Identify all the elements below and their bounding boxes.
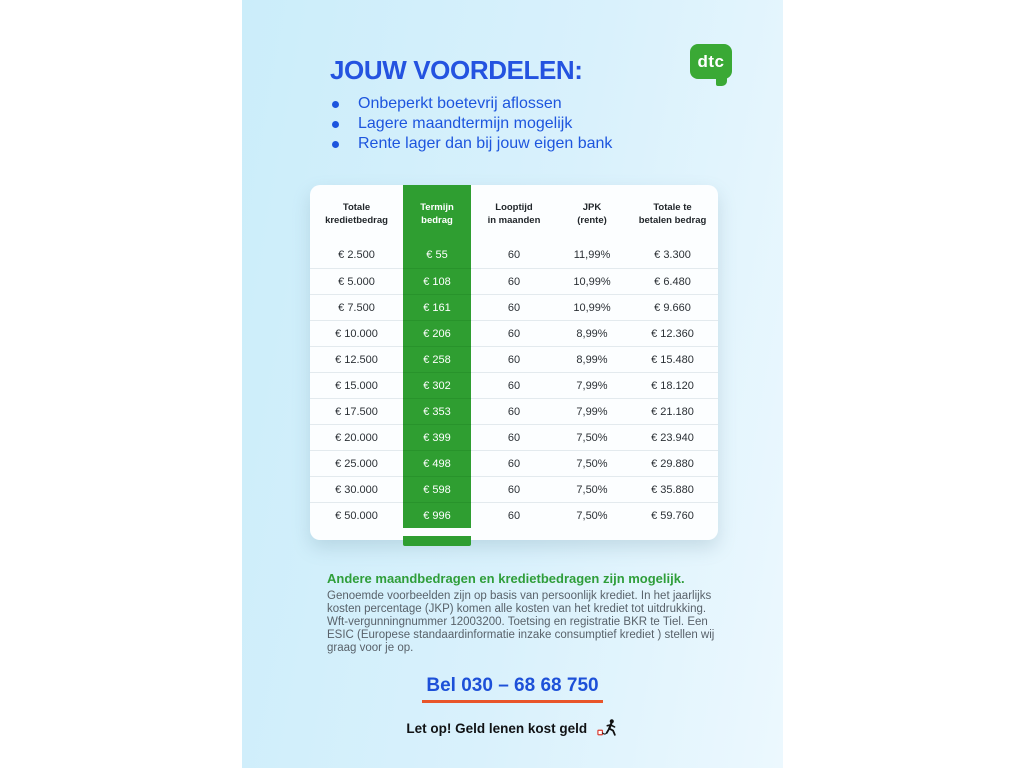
benefit-label: Rente lager dan bij jouw eigen bank [358,135,613,152]
dtc-logo [690,44,732,79]
bullet-dot-icon [332,121,339,128]
table-cell: 60 [507,249,521,261]
table-body [310,242,718,528]
phone-link[interactable]: Bel 030 – 68 68 750 [422,675,602,703]
dtc-logo-text: dtc [697,51,725,71]
table-cell: 60 [471,476,557,502]
table-cell: € 35.880 [627,476,718,502]
table-cell: € 12.360 [627,320,718,346]
table-cell: € 9.660 [627,294,718,320]
benefit-label: Lagere maandtermijn mogelijk [358,115,573,132]
bullet-dot-icon [332,141,339,148]
warning-text: Let op! Geld lenen kost geld [406,720,588,736]
table-cell: 7,50% [557,424,627,450]
table-row [310,294,718,320]
header-totale-kredietbedrag: Totale kredietbedrag [325,201,388,226]
cell-termijn-bedrag: € 353 [403,398,471,424]
table-cell: € 30.000 [310,476,403,502]
table-cell: 8,99% [557,346,627,372]
table-row [310,268,718,294]
table-row [310,450,718,476]
table-cell: € 17.500 [310,398,403,424]
content-column [242,0,783,768]
cell-termijn-bedrag: € 302 [403,372,471,398]
benefit-label: Onbeperkt boetevrij aflossen [358,95,562,112]
table-cell: € 5.000 [310,268,403,294]
table-row [310,502,718,528]
table-cell: 7,99% [557,398,627,424]
table-cell: 60 [471,372,557,398]
table-cell: € 59.760 [627,502,718,528]
table-cell: 60 [471,346,557,372]
table-row [310,320,718,346]
green-column-tail [403,536,471,546]
disclaimer-text: Genoemde voorbeelden zijn op basis van persoonlijk krediet. In het jaarlijks kosten percentage (JKP) komen alle kosten van het krediet tot uitdrukking. Wft-vergunningnummer 12003200. Toetsing en registratie BKR te Tiel. Een ESIC (Europese standaardinformatie inzake consumptief krediet ) stellen wij graag voor je op. [327,590,715,654]
header-termijn-bedrag: Termijn bedrag [403,185,471,242]
benefit-item [332,95,612,115]
table-cell: 11,99% [573,249,611,261]
table-cell: € 3.300 [654,249,691,261]
table-cell: 10,99% [557,268,627,294]
table-cell: 60 [471,398,557,424]
table-cell: € 18.120 [627,372,718,398]
note-highlight: Andere maandbedragen en kredietbedragen zijn mogelijk. [327,571,685,586]
table-cell: € 7.500 [310,294,403,320]
table-cell: € 15.480 [627,346,718,372]
table-cell: € 25.000 [310,450,403,476]
table-cell: 60 [471,450,557,476]
table-cell: € 21.180 [627,398,718,424]
warning-row [242,719,783,737]
header-looptijd: Looptijd in maanden [487,201,541,226]
money-warning-runner-icon [597,719,619,737]
table-cell: € 15.000 [310,372,403,398]
table-cell: 7,50% [557,502,627,528]
phone-row [242,675,783,703]
table-cell: € 10.000 [310,320,403,346]
table-cell: 60 [471,268,557,294]
table-cell: 60 [471,424,557,450]
table-cell: € 20.000 [310,424,403,450]
table-cell: 7,50% [557,450,627,476]
table-row [310,372,718,398]
table-cell: 10,99% [557,294,627,320]
cell-termijn-bedrag: € 206 [403,320,471,346]
cell-termijn-bedrag: € 598 [403,476,471,502]
table-cell: € 2.500 [338,249,375,261]
loan-table-card [310,185,718,540]
cell-termijn-bedrag: € 258 [403,346,471,372]
table-cell: € 6.480 [627,268,718,294]
table-row [310,424,718,450]
benefit-item [332,135,612,155]
bullet-dot-icon [332,101,339,108]
table-row [310,242,718,268]
benefit-item [332,115,612,135]
benefits-list [332,95,612,155]
cell-termijn-bedrag: € 55 [403,242,471,268]
dtc-logo-speech-tab [716,77,727,86]
table-cell: 60 [471,320,557,346]
table-cell: € 50.000 [310,502,403,528]
cell-termijn-bedrag: € 399 [403,424,471,450]
cell-termijn-bedrag: € 161 [403,294,471,320]
table-row [310,346,718,372]
table-row [310,398,718,424]
table-cell: € 12.500 [310,346,403,372]
cell-termijn-bedrag: € 498 [403,450,471,476]
table-cell: 60 [471,294,557,320]
table-cell: € 23.940 [627,424,718,450]
header-jpk-rente: JPK (rente) [577,201,607,226]
table-row [310,476,718,502]
cell-termijn-bedrag: € 108 [403,268,471,294]
table-cell: 8,99% [557,320,627,346]
table-header-row [310,185,718,242]
table-cell: 7,99% [557,372,627,398]
table-cell: 60 [471,502,557,528]
cell-termijn-bedrag: € 996 [403,502,471,528]
header-totale-te-betalen: Totale te betalen bedrag [638,201,707,226]
table-cell: € 29.880 [627,450,718,476]
page-title: JOUW VOORDELEN: [330,55,583,85]
table-cell: 7,50% [557,476,627,502]
